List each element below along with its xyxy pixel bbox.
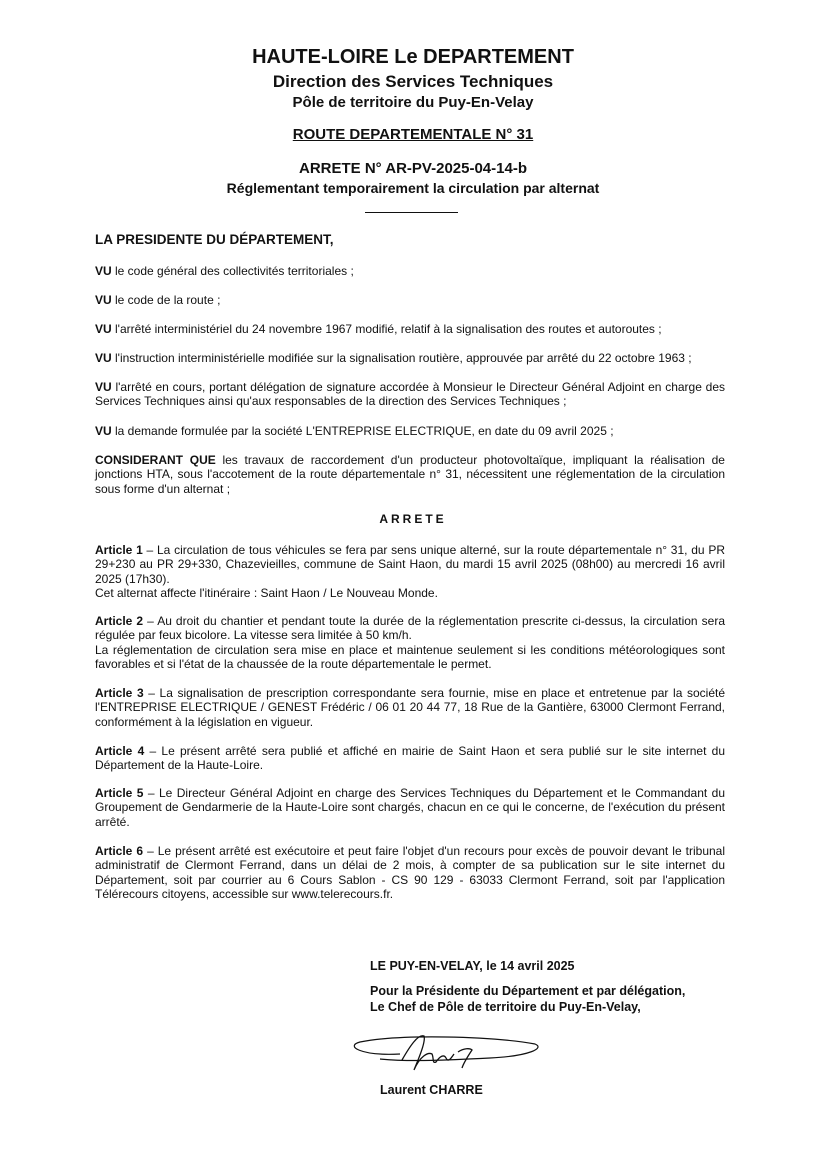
article-label: Article 6 (95, 844, 144, 858)
president-heading: LA PRESIDENTE DU DÉPARTEMENT, (95, 232, 334, 247)
vu-keyword: VU (95, 424, 112, 438)
article-text: – Le Directeur Général Adjoint en charge des Services Techniques du Département et le Commandant du Groupement de Gendarmerie de la Haute-Loire sont chargés, chacun en ce qui le concerne, de l'exécution du présent arrêté. (95, 786, 725, 829)
vu-keyword: VU (95, 264, 112, 278)
article-text: – Au droit du chantier et pendant toute la durée de la réglementation prescrite ci-dessus, la circulation sera régulée par feux bicolore. La vitesse sera limitée à 50 km/h. (95, 614, 725, 643)
signatory-name: Laurent CHARRE (380, 1083, 483, 1097)
article-2 (95, 614, 725, 671)
considerant-paragraph (95, 453, 725, 496)
vu-text: le code de la route ; (111, 293, 221, 307)
title-separator (365, 212, 458, 213)
vu-keyword: VU (95, 380, 112, 394)
vu-paragraph (95, 351, 725, 365)
article-text: – Le présent arrêté est exécutoire et peut faire l'objet d'un recours pour excès de pouvoir devant le tribunal administratif de Clermont Ferrand, dans un délai de 2 mois, à compter de sa publication sur le site internet du Département, soit par courrier au 6 Cours Sablon - CS 90 129 - 63033 Clermont Ferrand, soit par l'application Télérecours citoyens, accessible sur www.telerecours.fr. (95, 844, 726, 901)
arrete-number: ARRETE N° AR-PV-2025-04-14-b (298, 160, 527, 177)
article-1 (95, 543, 725, 600)
arrete-heading: ARRETE (379, 512, 447, 526)
direction-title: Direction des Services Techniques (272, 72, 554, 91)
vu-keyword: VU (95, 322, 112, 336)
vu-text: l'arrêté interministériel du 24 novembre 1967 modifié, relatif à la signalisation des routes et autoroutes ; (111, 322, 662, 336)
arrete-subject: Réglementant temporairement la circulation par alternat (226, 180, 600, 196)
vu-paragraph (95, 380, 725, 409)
signature-delegation-2: Le Chef de Pôle de territoire du Puy-En-Velay, (370, 1000, 641, 1014)
article-extra: Cet alternat affecte l'itinéraire : Saint Haon / Le Nouveau Monde. (95, 585, 438, 600)
article-label: Article 2 (95, 614, 144, 628)
article-3 (95, 686, 725, 729)
article-text: – Le présent arrêté sera publié et affiché en mairie de Saint Haon et sera publié sur le site internet du Département de la Haute-Loire. (95, 744, 725, 773)
vu-text: le code général des collectivités territoriales ; (111, 264, 354, 278)
article-label: Article 4 (95, 744, 145, 758)
route-title: ROUTE DEPARTEMENTALE N° 31 (292, 126, 534, 143)
department-title: HAUTE-LOIRE Le DEPARTEMENT (252, 46, 574, 68)
signature-place-date: LE PUY-EN-VELAY, le 14 avril 2025 (370, 959, 575, 973)
pole-title: Pôle de territoire du Puy-En-Velay (292, 94, 534, 111)
handwritten-signature (340, 1026, 550, 1076)
article-text: – La circulation de tous véhicules se fera par sens unique alterné, sur la route départementale n° 31, du PR 29+230 au PR 29+330, Chazevieilles, commune de Saint Haon, du mardi 15 avril 2025 (08h00) au mercredi 16 avril 2025 (17h30). (95, 543, 725, 586)
article-label: Article 3 (95, 686, 144, 700)
vu-paragraph (95, 293, 725, 307)
article-extra: La réglementation de circulation sera mise en place et maintenue seulement si les conditions météorologiques sont favorables et si l'état de la chaussée de la route départementale le permet. (95, 642, 725, 671)
considerant-text: les travaux de raccordement d'un producteur photovoltaïque, impliquant la réalisation de jonctions HTA, sous l'accotement de la route départementale n° 31, nécessitent une réglementation de la circulation sous forme d'un alternat ; (95, 453, 725, 496)
article-text: – La signalisation de prescription correspondante sera fournie, mise en place et entretenue par la société l'ENTREPRISE ELECTRIQUE / GENEST Frédéric / 06 01 20 44 77, 18 Rue de la Gantière, 63000 Clermont Ferrand, conformément à la législation en vigueur. (95, 686, 725, 729)
vu-keyword: VU (95, 351, 112, 365)
vu-paragraph (95, 322, 725, 336)
vu-text: l'instruction interministérielle modifiée sur la signalisation routière, approuvée par arrêté du 22 octobre 1963 ; (111, 351, 692, 365)
vu-text: l'arrêté en cours, portant délégation de signature accordée à Monsieur le Directeur Général Adjoint en charge des Services Techniques ainsi qu'aux responsables de la direction des Services Techniques ; (95, 380, 725, 409)
article-5 (95, 786, 725, 829)
article-label: Article 1 (95, 543, 143, 557)
vu-paragraph (95, 424, 725, 438)
vu-text: la demande formulée par la société L'ENTREPRISE ELECTRIQUE, en date du 09 avril 2025 ; (111, 424, 614, 438)
vu-paragraph (95, 264, 725, 278)
signature-delegation-1: Pour la Présidente du Département et par délégation, (370, 984, 686, 998)
article-4 (95, 744, 725, 773)
article-label: Article 5 (95, 786, 144, 800)
article-6 (95, 844, 725, 901)
considerant-keyword: CONSIDERANT QUE (95, 453, 216, 467)
vu-keyword: VU (95, 293, 112, 307)
